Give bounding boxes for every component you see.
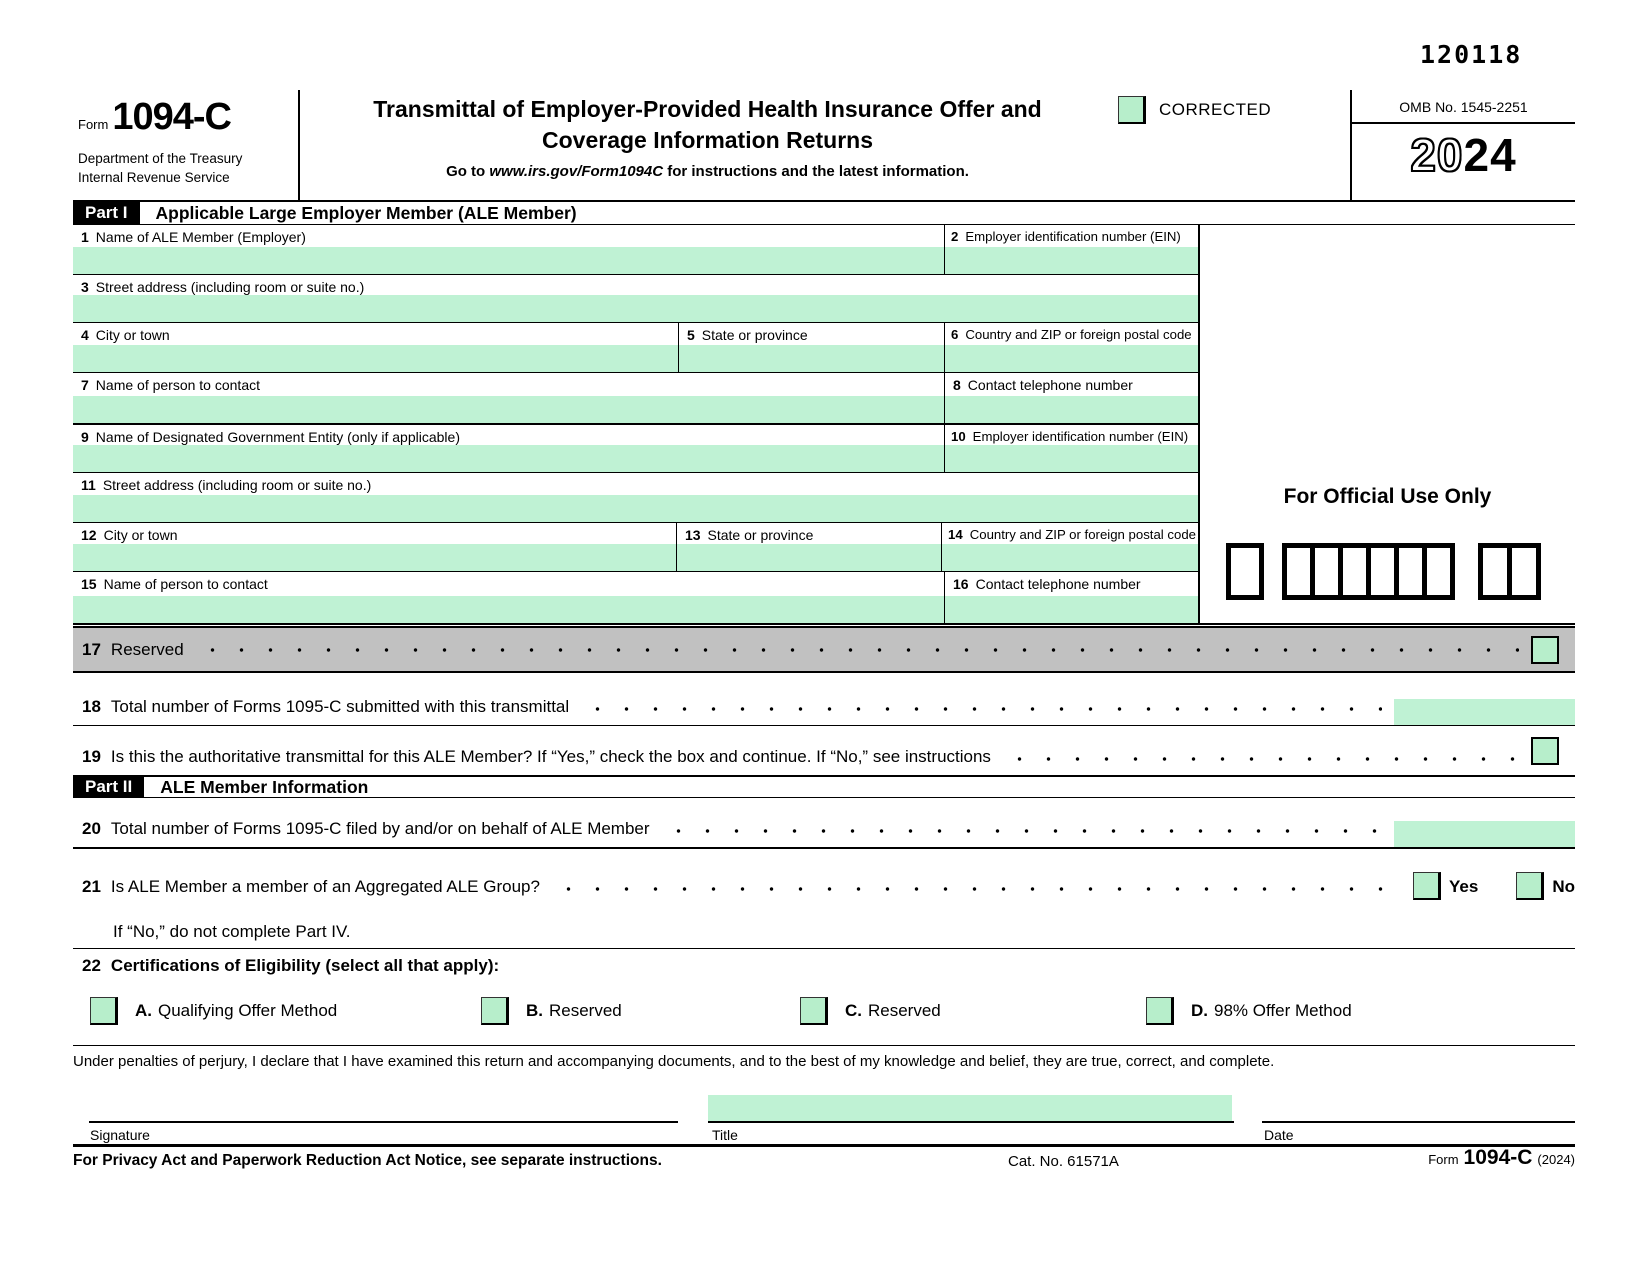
certifications-row	[73, 993, 1575, 1045]
part1-badge: Part I	[73, 202, 140, 224]
official-use-box	[1226, 543, 1264, 600]
row-9-10	[73, 425, 1198, 473]
field-input-6[interactable]	[945, 345, 1198, 372]
print-code: 120118	[1420, 40, 1523, 69]
part1-fields	[73, 225, 1198, 623]
field-label-11: 11 Street address (including room or suite no.)	[81, 477, 372, 493]
signature-line	[89, 1121, 678, 1123]
official-use-box-pair	[1478, 543, 1541, 600]
field-8	[944, 373, 1198, 423]
form-word: Form	[78, 117, 109, 132]
dot-leader	[196, 648, 1519, 652]
line-19-number: 19	[82, 747, 101, 766]
line-18	[73, 673, 1575, 726]
field-input-7[interactable]	[73, 396, 944, 423]
line-21-no-label: No	[1552, 877, 1575, 896]
field-label-16: 16 Contact telephone number	[953, 576, 1141, 592]
field-1	[73, 225, 944, 274]
field-label-5: 5 State or province	[687, 327, 808, 343]
agency-name	[78, 150, 242, 188]
field-label-4: 4 City or town	[81, 327, 170, 343]
official-use-box	[1422, 543, 1455, 600]
form-title-line1: Transmittal of Employer-Provided Health Insurance Offer and	[373, 96, 1042, 122]
instructions-post: for instructions and the latest information.	[663, 163, 969, 180]
field-input-1[interactable]	[73, 247, 944, 274]
line-18-number: 18	[82, 697, 101, 716]
field-label-10: 10 Employer identification number (EIN)	[951, 429, 1189, 444]
line-17-reserved	[73, 626, 1575, 673]
field-4	[73, 323, 678, 372]
field-7	[73, 373, 944, 423]
cert-d-letter: D.	[1191, 1001, 1208, 1020]
line-21-note-text: If “No,” do not complete Part IV.	[113, 922, 351, 941]
line-17-number: 17	[82, 639, 101, 659]
field-label-7: 7 Name of person to contact	[81, 377, 260, 393]
omb-year-block	[1350, 90, 1575, 200]
field-3	[73, 275, 1198, 322]
corrected-group	[1118, 96, 1271, 124]
title-label: Title	[712, 1127, 738, 1143]
line-18-label: Total number of Forms 1095-C submitted with this transmittal	[110, 697, 570, 716]
cert-b-letter: B.	[526, 1001, 543, 1020]
field-label-13: 13 State or province	[684, 527, 814, 543]
year-solid: 24	[1463, 129, 1517, 181]
footer-form-id	[1428, 1146, 1575, 1170]
official-use-label: For Official Use Only	[1283, 485, 1492, 508]
row-4-5-6	[73, 323, 1198, 373]
cert-b-checkbox[interactable]	[481, 997, 509, 1025]
title-input[interactable]	[708, 1095, 1232, 1121]
corrected-label: CORRECTED	[1159, 100, 1272, 119]
part1-title: Applicable Large Employer Member (ALE Member)	[155, 202, 577, 223]
field-label-3: 3 Street address (including room or suite no.)	[81, 279, 365, 295]
form-header	[73, 90, 1575, 200]
instructions-pre: Go to	[446, 163, 490, 180]
field-input-8[interactable]	[945, 396, 1198, 423]
field-6	[944, 323, 1198, 372]
line-19	[73, 726, 1575, 775]
field-input-9[interactable]	[73, 445, 944, 472]
part1-table	[73, 225, 1575, 625]
field-input-12[interactable]	[73, 544, 676, 571]
dot-leader	[552, 887, 1399, 891]
line-22	[73, 948, 1575, 993]
corrected-checkbox[interactable]	[1118, 96, 1146, 124]
line-21-number: 21	[82, 877, 101, 896]
signature-label: Signature	[90, 1127, 150, 1143]
instructions-line	[300, 163, 1115, 180]
field-11	[73, 473, 1198, 522]
field-10	[944, 425, 1198, 472]
cert-d-checkbox[interactable]	[1146, 997, 1174, 1025]
line-21-note	[73, 905, 1575, 948]
omb-number: OMB No. 1545-2251	[1352, 90, 1575, 124]
line-21-no-checkbox[interactable]	[1516, 872, 1544, 900]
cert-a-checkbox[interactable]	[90, 997, 118, 1025]
field-label-2: 2 Employer identification number (EIN)	[951, 229, 1181, 244]
part1-header	[73, 200, 1575, 225]
dot-leader	[1003, 757, 1519, 761]
line-22-label: Certifications of Eligibility (select all that apply):	[110, 956, 500, 975]
part2-header	[73, 775, 1575, 798]
line-22-number: 22	[82, 956, 101, 975]
line-21-yes-checkbox[interactable]	[1413, 872, 1441, 900]
field-input-3[interactable]	[73, 295, 1198, 322]
row-11	[73, 473, 1198, 523]
field-input-5[interactable]	[679, 345, 944, 372]
cert-a	[90, 997, 337, 1025]
dot-leader	[662, 829, 1382, 833]
catalog-number: Cat. No. 61571A	[1008, 1153, 1119, 1170]
cert-b-label: Reserved	[549, 1001, 622, 1020]
date-line	[1262, 1121, 1575, 1123]
field-label-1: 1 Name of ALE Member (Employer)	[81, 229, 306, 245]
official-use-panel	[1198, 225, 1575, 623]
year-outline: 20	[1410, 129, 1464, 181]
cert-a-letter: A.	[135, 1001, 152, 1020]
cert-a-label: Qualifying Offer Method	[158, 1001, 338, 1020]
form-id-block	[73, 90, 300, 200]
field-12	[73, 523, 676, 571]
field-label-12: 12 City or town	[81, 527, 178, 543]
form-title-block	[300, 90, 1115, 200]
line-19-label: Is this the authoritative transmittal for this ALE Member? If “Yes,” check the box and continue. If “No,” see instructions	[110, 747, 991, 766]
row-15-16	[73, 572, 1198, 623]
official-use-boxes	[1226, 543, 1541, 600]
field-input-11[interactable]	[73, 495, 1198, 522]
field-input-15[interactable]	[73, 596, 944, 623]
cert-d	[1146, 997, 1352, 1025]
field-15	[73, 572, 944, 623]
row-3	[73, 275, 1198, 323]
agency-line1: Department of the Treasury	[78, 151, 243, 166]
perjury-statement: Under penalties of perjury, I declare that I have examined this return and accompanying documents, and to the best of my knowledge and belief, they are true, correct, and complete.	[73, 1045, 1575, 1095]
line-20-label: Total number of Forms 1095-C filed by and/or on behalf of ALE Member	[110, 819, 650, 838]
date-label: Date	[1264, 1127, 1294, 1143]
field-label-6: 6 Country and ZIP or foreign postal code	[951, 327, 1192, 342]
field-label-14: 14 Country and ZIP or foreign postal code	[948, 527, 1196, 542]
line-21-label: Is ALE Member a member of an Aggregated ALE Group?	[110, 877, 540, 896]
cert-c	[800, 997, 941, 1025]
line-21	[73, 849, 1575, 905]
line-21-yes-label: Yes	[1449, 877, 1479, 896]
field-input-4[interactable]	[73, 345, 678, 372]
official-use-box	[1507, 543, 1541, 600]
field-input-13[interactable]	[677, 544, 941, 571]
line-20-number: 20	[82, 819, 101, 838]
field-9	[73, 425, 944, 472]
cert-d-label: 98% Offer Method	[1214, 1001, 1352, 1020]
field-16	[944, 572, 1198, 623]
field-input-10[interactable]	[945, 445, 1198, 472]
footer-form-year: (2024)	[1537, 1152, 1575, 1167]
line-20	[73, 798, 1575, 849]
line-17-label: Reserved	[110, 639, 184, 659]
field-label-9: 9 Name of Designated Government Entity (only if applicable)	[81, 429, 460, 445]
form-id	[78, 96, 231, 139]
line-17-checkbox[interactable]	[1531, 636, 1559, 664]
footer-form-word: Form	[1428, 1152, 1459, 1167]
field-input-16[interactable]	[945, 596, 1198, 623]
line-18-total-input[interactable]	[1394, 699, 1575, 725]
field-label-15: 15 Name of person to contact	[81, 576, 268, 592]
dot-leader	[581, 707, 1382, 711]
line-19-checkbox[interactable]	[1531, 737, 1559, 765]
cert-b	[481, 997, 622, 1025]
field-label-8: 8 Contact telephone number	[953, 377, 1133, 393]
part2-title: ALE Member Information	[160, 776, 369, 797]
cert-c-checkbox[interactable]	[800, 997, 828, 1025]
field-2	[944, 225, 1198, 274]
agency-line2: Internal Revenue Service	[78, 169, 230, 185]
title-line	[708, 1121, 1234, 1123]
field-13	[676, 523, 941, 571]
tax-year	[1352, 128, 1575, 182]
cert-c-label: Reserved	[868, 1001, 941, 1020]
footer-form-number: 1094-C	[1463, 1146, 1533, 1169]
form-number: 1094-C	[112, 96, 231, 138]
privacy-notice: For Privacy Act and Paperwork Reduction Act Notice, see separate instructions.	[73, 1152, 662, 1169]
official-use-box-group	[1282, 543, 1455, 600]
field-5	[678, 323, 944, 372]
line-20-total-input[interactable]	[1394, 821, 1575, 847]
form-title-line2: Coverage Information Returns	[542, 127, 873, 153]
part2-badge: Part II	[73, 777, 144, 797]
row-1-2	[73, 225, 1198, 275]
field-input-2[interactable]	[945, 247, 1198, 274]
field-input-14[interactable]	[942, 544, 1198, 571]
footer-rule	[73, 1144, 1575, 1147]
instructions-url: www.irs.gov/Form1094C	[489, 163, 664, 180]
row-12-13-14	[73, 523, 1198, 572]
row-7-8	[73, 373, 1198, 425]
cert-c-letter: C.	[845, 1001, 862, 1020]
field-14	[941, 523, 1198, 571]
